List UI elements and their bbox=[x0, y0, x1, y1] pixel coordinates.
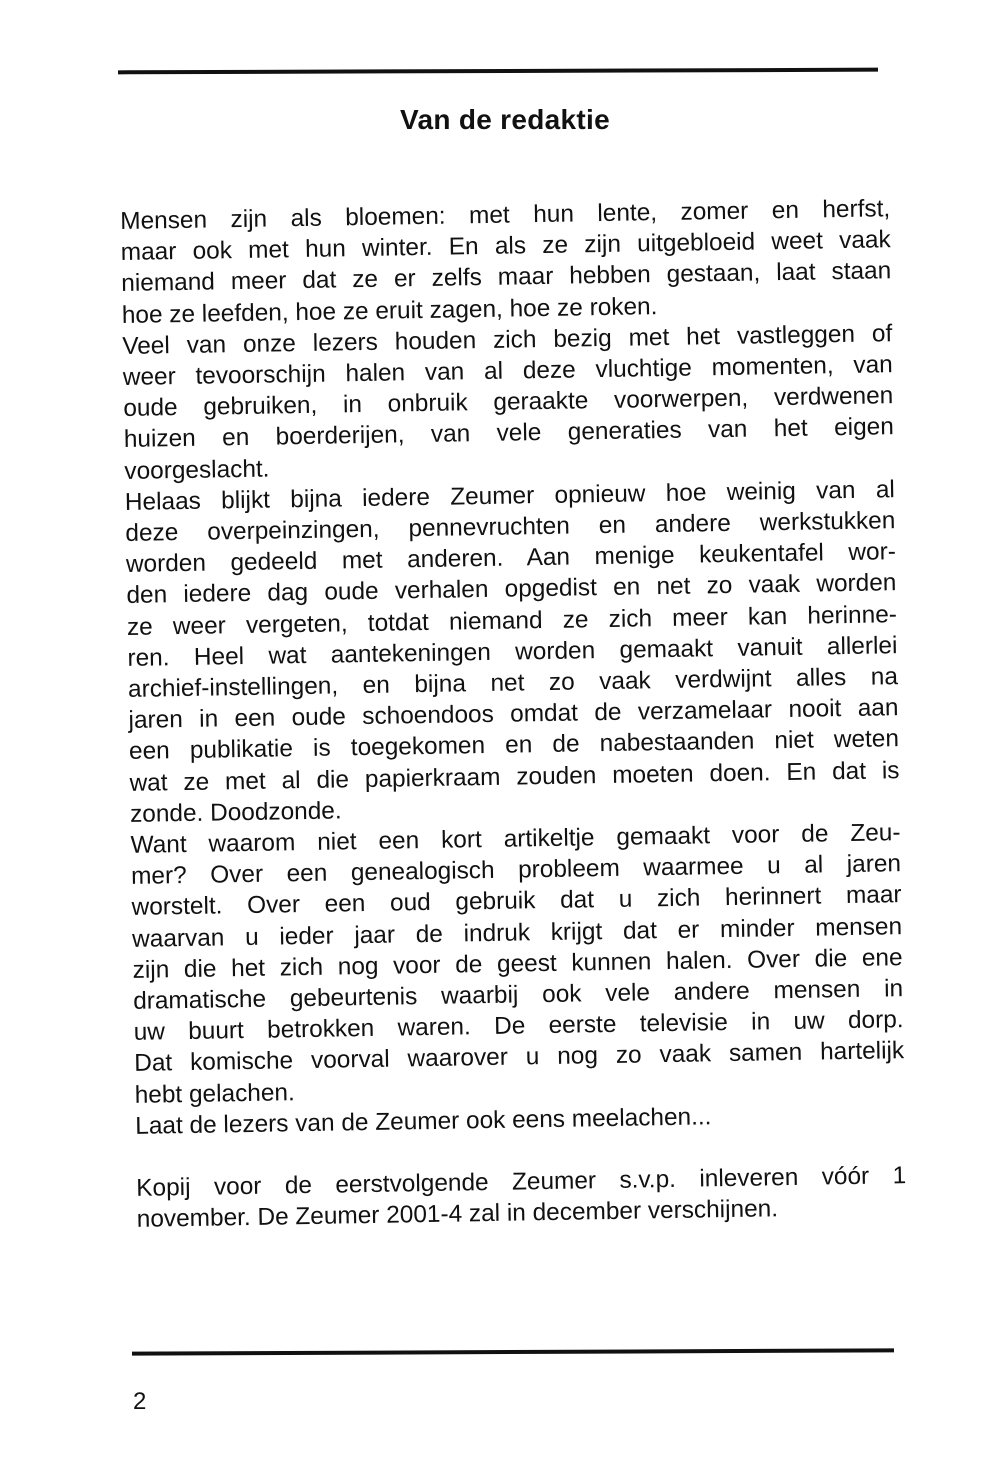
text-line: den iedere dag oude verhalen opgedist en net zo vaak worden bbox=[126, 569, 897, 610]
text-line: Want waarom niet een kort artikeltje gemaakt voor de Zeu- bbox=[130, 819, 901, 859]
text-line: ren. Heel wat aantekeningen worden gemaakt vanuit allerlei bbox=[127, 632, 898, 672]
text-line: Kopij voor de eerstvolgende Zeumer s.v.p. inleveren vóór 1 bbox=[136, 1162, 907, 1202]
text-line: weer tevoorschijn halen van al deze vluchtige momenten, van bbox=[122, 351, 893, 391]
text-line: Laat de lezers van de Zeumer ook eens meelachen... bbox=[135, 1103, 712, 1140]
top-rule bbox=[118, 68, 878, 75]
page-number: 2 bbox=[133, 1388, 147, 1415]
text-line: maar ook met hun winter. En als ze zijn uitgebloeid weet vaak bbox=[120, 226, 891, 267]
text-line: deze overpeinzingen, pennevruchten en andere werkstukken bbox=[125, 507, 896, 547]
text-line: worstelt. Over een oud gebruik dat u zich herinnert maar bbox=[131, 881, 902, 922]
text-line: ze weer vergeten, totdat niemand ze zich meer kan herinne- bbox=[126, 600, 898, 641]
text-line: Veel van onze lezers houden zich bezig met het vastleggen of bbox=[122, 320, 893, 360]
text-line: oude gebruiken, in onbruik geraakte voorwerpen, verdwenen bbox=[123, 382, 894, 423]
text-line: Dat komische voorval waarover u nog zo vaak samen hartelijk bbox=[134, 1037, 905, 1078]
article-body bbox=[120, 193, 907, 1235]
page-title: Van de redaktie bbox=[400, 104, 610, 135]
text-line: hoe ze leefden, hoe ze eruit zagen, hoe ze roken. bbox=[121, 292, 658, 329]
text-line: jaren in een oude schoendoos omdat de verzamelaar nooit aan bbox=[128, 694, 899, 735]
bottom-rule bbox=[132, 1348, 894, 1355]
text-line: archief-instellingen, en bijna net zo vaak verdwijnt alles na bbox=[127, 663, 899, 703]
text-line: zonde. Doodzonde. bbox=[129, 797, 342, 828]
text-line: dramatische gebeurtenis waarbij ook vele andere mensen in bbox=[132, 975, 904, 1015]
text-line: mer? Over een genealogisch probleem waarmee u al jaren bbox=[130, 850, 902, 891]
text-line: een publikatie is toegekomen en de nabestaanden niet weten bbox=[128, 725, 900, 766]
text-line: worden gedeeld met anderen. Aan menige keukentafel wor- bbox=[125, 538, 897, 579]
text-line: huizen en boerderijen, van vele generaties van het eigen bbox=[123, 413, 894, 454]
text-line: hebt gelachen. bbox=[134, 1078, 295, 1109]
text-line: Helaas blijkt bijna iedere Zeumer opnieuw hoe weinig van al bbox=[124, 476, 896, 516]
text-line: uw buurt betrokken waren. De eerste televisie in uw dorp. bbox=[133, 1006, 904, 1047]
text-line: Mensen zijn als bloemen: met hun lente, zomer en herfst, bbox=[120, 195, 891, 235]
text-line: voorgeslacht. bbox=[124, 455, 270, 485]
text-line: niemand meer dat ze er zelfs maar hebben gestaan, laat staan bbox=[121, 257, 892, 298]
text-line: zijn die het zich nog voor de geest kunnen halen. Over die ene bbox=[132, 944, 903, 984]
text-line: waarvan u ieder jaar de indruk krijgt dat er minder mensen bbox=[131, 912, 903, 953]
text-line: wat ze met al die papierkraam zouden moeten doen. En dat is bbox=[129, 756, 900, 797]
text-line: november. De Zeumer 2001-4 zal in december verschijnen. bbox=[136, 1195, 779, 1234]
